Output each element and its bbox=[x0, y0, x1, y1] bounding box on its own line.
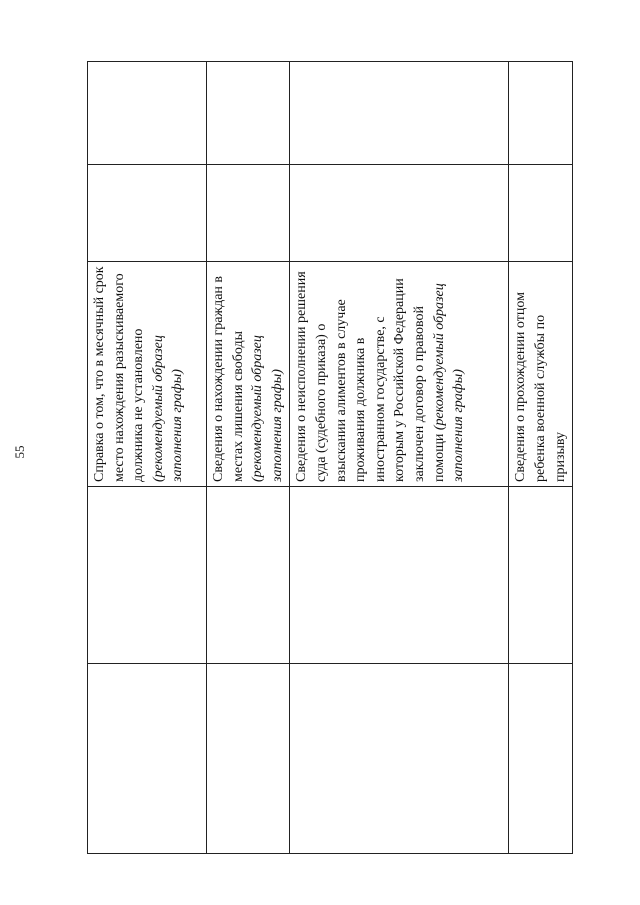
table-cell-empty bbox=[207, 487, 290, 664]
table-cell-empty bbox=[88, 487, 207, 664]
table-cell-empty bbox=[290, 62, 509, 165]
table-cell-empty bbox=[290, 487, 509, 664]
document-name: Справка о том, что в месячный срок место нахождения разыскиваемого должника не установлено bbox=[92, 266, 147, 482]
table-row bbox=[509, 62, 573, 854]
document-name: Сведения о нахождении граждан в местах лишения свободы bbox=[211, 275, 246, 482]
table-cell-empty bbox=[509, 487, 573, 664]
table-cell-empty bbox=[88, 165, 207, 262]
table-cell-empty bbox=[509, 664, 573, 854]
document-name: Сведения о неисполнении решения суда (судебного приказа) о взыскании алиментов в случае проживания должника в иностранном государстве, с которым у Российской Федерации заключен договор о правовой помощи bbox=[294, 271, 447, 482]
document-note: (рекомендуемый образец заполнения графы) bbox=[250, 335, 285, 482]
table-cell-empty bbox=[88, 62, 207, 165]
table-cell-document bbox=[290, 262, 509, 487]
document-table bbox=[87, 61, 573, 854]
table-cell-empty bbox=[290, 165, 509, 262]
table-cell-empty bbox=[207, 664, 290, 854]
document-note: (рекомендуемый образец заполнения графы) bbox=[431, 283, 467, 482]
table-cell-empty bbox=[88, 664, 207, 854]
table-cell-document bbox=[509, 262, 573, 487]
table-cell-empty bbox=[290, 664, 509, 854]
table-cell-empty bbox=[207, 62, 290, 165]
table-cell-empty bbox=[509, 165, 573, 262]
document-table-wrapper bbox=[87, 62, 568, 854]
table-row bbox=[290, 62, 509, 854]
page-number: 55 bbox=[12, 445, 27, 459]
table-row bbox=[207, 62, 290, 854]
table-cell-document bbox=[207, 262, 290, 487]
document-note: (рекомендуемый образец заполнения графы) bbox=[150, 335, 186, 482]
table-row bbox=[88, 62, 207, 854]
table-cell-document bbox=[88, 262, 207, 487]
document-name: Сведения о прохождении отцом ребенка военной службы по призыву bbox=[513, 292, 568, 482]
table-cell-empty bbox=[207, 165, 290, 262]
table-cell-empty bbox=[509, 62, 573, 165]
